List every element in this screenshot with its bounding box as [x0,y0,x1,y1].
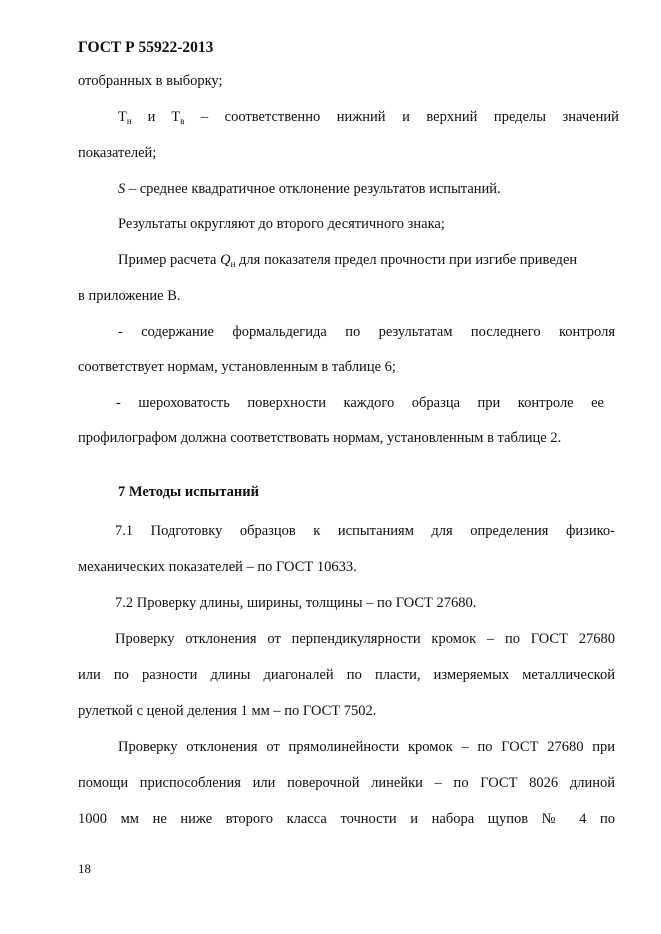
page-number: 18 [78,861,91,876]
text-line: - шероховатость поверхности каждого образца при контроле ее [116,395,604,411]
symbol-q: Q [220,252,231,268]
text-line: или по разности длины диагоналей по пласти, измеряемых металлической [78,667,615,683]
text-line: отобранных в выборку; [78,73,223,89]
text-line-s-definition [118,180,615,198]
subscript: в [180,116,185,126]
text-line-limits [118,108,619,130]
subscript: н [126,116,132,126]
text-fragment: для показателя предел прочности при изгибе приведен [235,252,578,268]
document-header: ГОСТ Р 55922-2013 [78,39,214,56]
text-fragment: Пример расчета [118,252,221,268]
text-line: Проверку отклонения от прямолинейности кромок – по ГОСТ 27680 при [118,739,615,755]
text-line: в приложение В. [78,288,181,304]
text-line: 1000 мм не ниже второго класса точности и набора щупов № 4 по [78,811,615,827]
text-line: показателей; [78,145,157,161]
text-line: 7.1 Подготовку образцов к испытаниям для определения физико- [115,523,615,539]
text-line: соответствует нормам, установленным в таблице 6; [78,359,396,375]
text-line: профилографом должна соответствовать нормам, установленным в таблице 2. [78,430,562,446]
text-fragment: – среднее квадратичное отклонение результатов испытаний. [125,181,501,197]
text-line: механических показателей – по ГОСТ 10633. [78,559,357,575]
text-fragment: – соответственно нижний и верхний пределы значений [200,109,619,125]
symbol-t: Т [118,109,127,125]
subscript: н [230,259,236,269]
conjunction: и [147,109,156,125]
section-heading: 7 Методы испытаний [118,484,259,500]
text-line: Проверку отклонения от перпендикулярности кромок – по ГОСТ 27680 [115,631,615,647]
text-line: - содержание формальдегида по результатам последнего контроля [118,324,615,340]
text-line: помощи приспособления или поверочной линейки – по ГОСТ 8026 длиной [78,775,615,791]
text-line: Результаты округляют до второго десятичного знака; [118,216,445,232]
text-line: рулеткой с ценой деления 1 мм – по ГОСТ 7502. [78,703,377,719]
symbol-s: S [118,181,126,197]
symbol-t: Т [171,109,181,125]
text-line: 7.2 Проверку длины, ширины, толщины – по ГОСТ 27680. [115,595,477,611]
text-line-example [118,251,615,273]
